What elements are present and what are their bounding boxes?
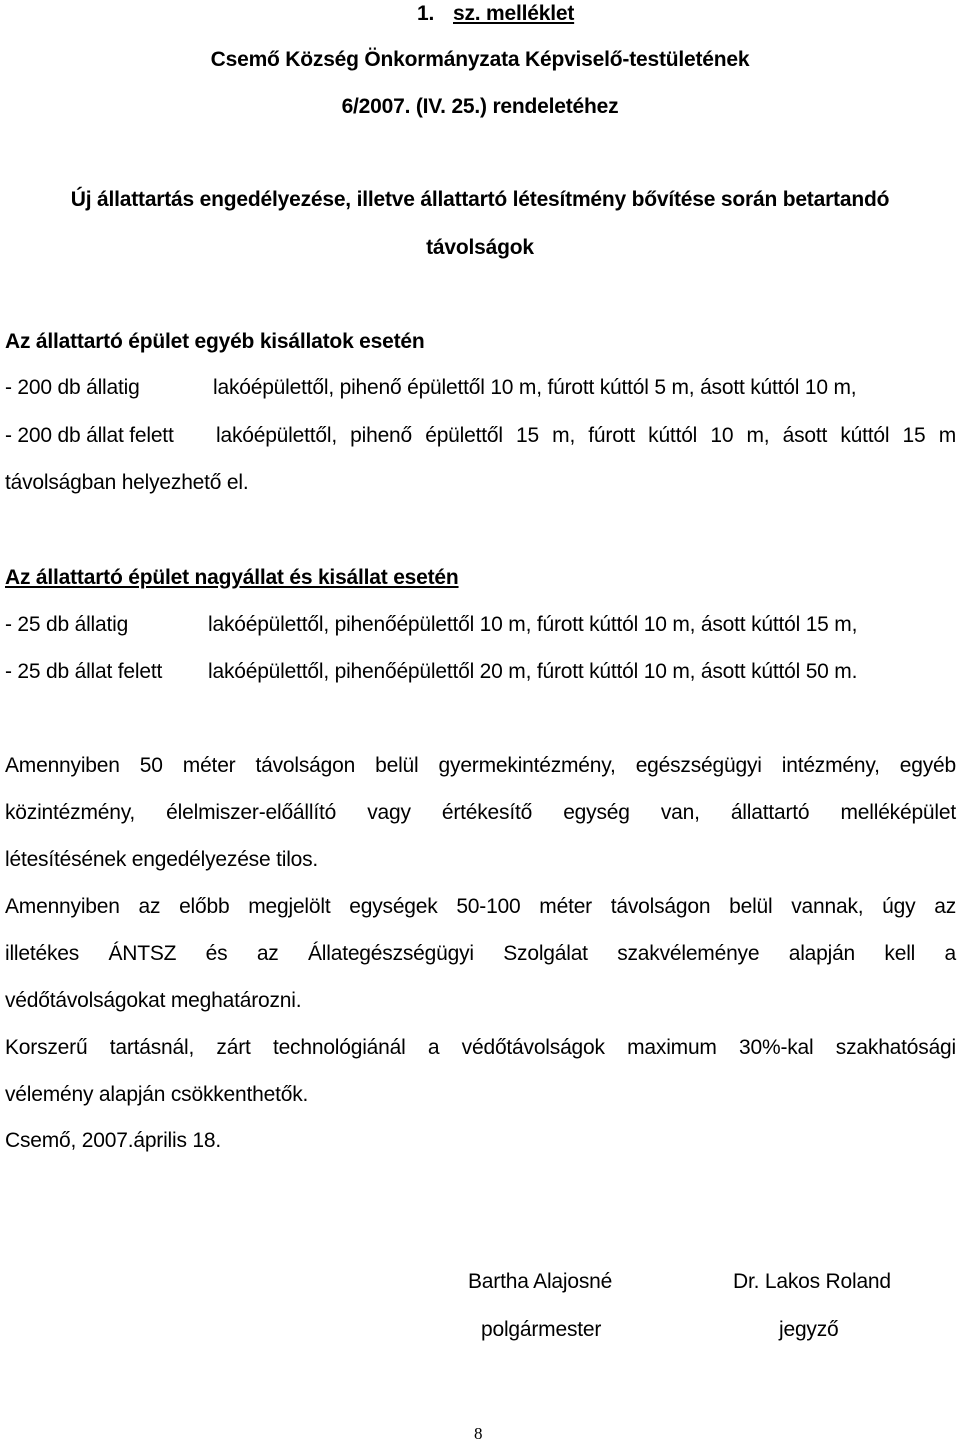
paragraph2-line3: védőtávolságokat meghatározni. xyxy=(5,989,302,1012)
document-title-line1: Új állattartás engedélyezése, illetve állattartó létesítmény bővítése során betartandó xyxy=(70,188,890,211)
paragraph1-line2: közintézmény, élelmiszer-előállító vagy értékesítő egység van, állattartó melléképület xyxy=(5,801,956,824)
section1-row1-label: - 200 db állatig xyxy=(5,376,140,399)
paragraph1-line1: Amennyiben 50 méter távolságon belül gyermekintézmény, egészségügyi intézmény, egyéb xyxy=(5,754,956,777)
section2-row1-label: - 25 db állatig xyxy=(5,613,129,636)
paragraph2-line2: illetékes ÁNTSZ és az Állategészségügyi Szolgálat szakvéleménye alapján kell a xyxy=(5,942,956,965)
paragraph2-line1: Amennyiben az előbb megjelölt egységek 50-100 méter távolságon belül vannak, úgy az xyxy=(5,895,956,918)
page-number: 8 xyxy=(474,1424,483,1443)
paragraph3-line1: Korszerű tartásnál, zárt technológiánál a védőtávolságok maximum 30%-kal szakhatósági xyxy=(5,1036,956,1059)
section1-row2-continuation: távolságban helyezhető el. xyxy=(5,471,249,494)
section2-row2-text: lakóépülettől, pihenőépülettől 20 m, fúrott kúttól 10 m, ásott kúttól 50 m. xyxy=(208,660,858,683)
signing-date: Csemő, 2007.április 18. xyxy=(5,1129,222,1152)
annex-number: 1. xyxy=(417,2,435,25)
section1-row1-text: lakóépülettől, pihenő épülettől 10 m, fúrott kúttól 5 m, ásott kúttól 10 m, xyxy=(213,376,857,399)
section2-heading: Az állattartó épület nagyállat és kisállat esetén xyxy=(5,566,459,589)
paragraph1-line3: létesítésének engedélyezése tilos. xyxy=(5,848,319,871)
signature-right-name: Dr. Lakos Roland xyxy=(733,1270,891,1293)
section2-row2-label: - 25 db állat felett xyxy=(5,660,163,683)
signature-left-role: polgármester xyxy=(481,1318,602,1341)
section2-row1-text: lakóépülettől, pihenőépülettől 10 m, fúrott kúttól 10 m, ásott kúttól 15 m, xyxy=(208,613,858,636)
section1-row2-label: - 200 db állat felett xyxy=(5,424,174,447)
decree-reference: 6/2007. (IV. 25.) rendeletéhez xyxy=(341,95,619,118)
authority-title: Csemő Község Önkormányzata Képviselő-testületének xyxy=(210,48,750,71)
section1-heading: Az állattartó épület egyéb kisállatok esetén xyxy=(5,330,425,353)
annex-label: sz. melléklet xyxy=(453,2,575,25)
paragraph3-line2: vélemény alapján csökkenthetők. xyxy=(5,1083,309,1106)
signature-left-name: Bartha Alajosné xyxy=(468,1270,613,1293)
signature-right-role: jegyző xyxy=(779,1318,839,1341)
document-title-line2: távolságok xyxy=(426,236,534,259)
section1-row2-text: lakóépülettől, pihenő épülettől 15 m, fúrott kúttól 10 m, ásott kúttól 15 m xyxy=(216,424,956,447)
